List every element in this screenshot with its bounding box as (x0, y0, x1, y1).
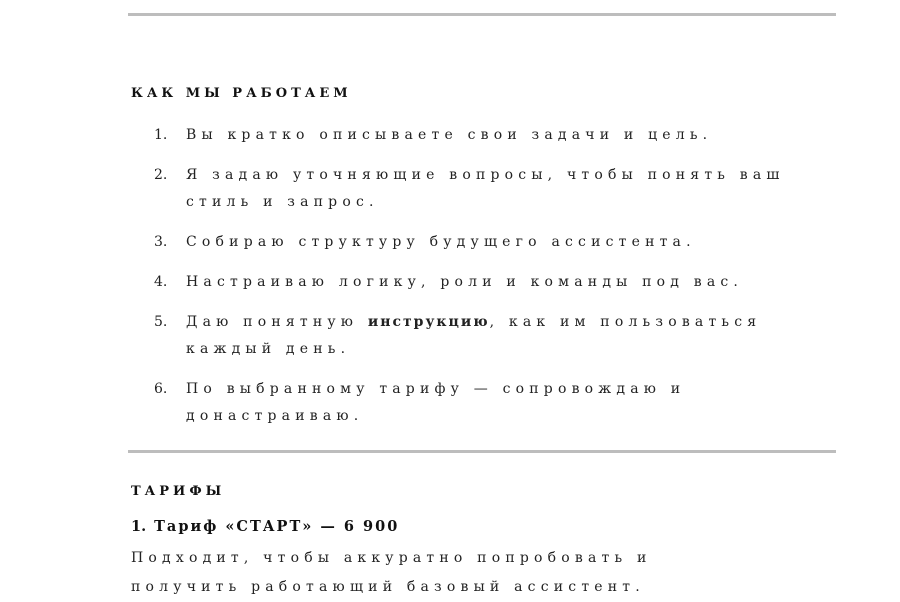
list-item (154, 122, 834, 149)
step-text-before: Даю понятную (186, 314, 368, 330)
section-divider (128, 450, 836, 453)
list-item (154, 376, 834, 430)
step-text: Вы кратко описываете свои задачи и цель. (186, 127, 713, 143)
step-text: Собираю структуру будущего ассистента. (186, 234, 696, 250)
list-item (154, 269, 834, 296)
list-item (154, 229, 834, 256)
how-we-work-heading: КАК МЫ РАБОТАЕМ (131, 86, 352, 101)
list-item (154, 162, 834, 216)
steps-list (154, 122, 834, 443)
step-text (186, 309, 834, 363)
step-number: 1. (154, 127, 168, 143)
step-text-bold: инструкцию (367, 314, 490, 330)
plan-title (131, 518, 399, 535)
tariffs-heading: ТАРИФЫ (131, 484, 226, 499)
step-number: 6. (154, 381, 168, 397)
step-number: 5. (154, 314, 168, 330)
step-text: Я задаю уточняющие вопросы, чтобы понять ваш стиль и запрос. (186, 167, 785, 210)
plan-number: 1. (131, 518, 147, 535)
step-text-after: , как им пользоваться каждый день. (186, 314, 762, 357)
step-number: 3. (154, 234, 168, 250)
top-divider (128, 13, 836, 16)
list-item (154, 309, 834, 363)
step-number: 2. (154, 167, 168, 183)
step-text: По выбранному тарифу — сопровождаю и донастраиваю. (186, 381, 686, 424)
step-number: 4. (154, 274, 168, 290)
step-text: Настраиваю логику, роли и команды под вас. (186, 274, 744, 290)
plan-description: Подходит, чтобы аккуратно попробовать и получить работающий базовый ассистент. (131, 550, 652, 595)
plan-name: Тариф «СТАРТ» — 6 900 (154, 518, 400, 535)
